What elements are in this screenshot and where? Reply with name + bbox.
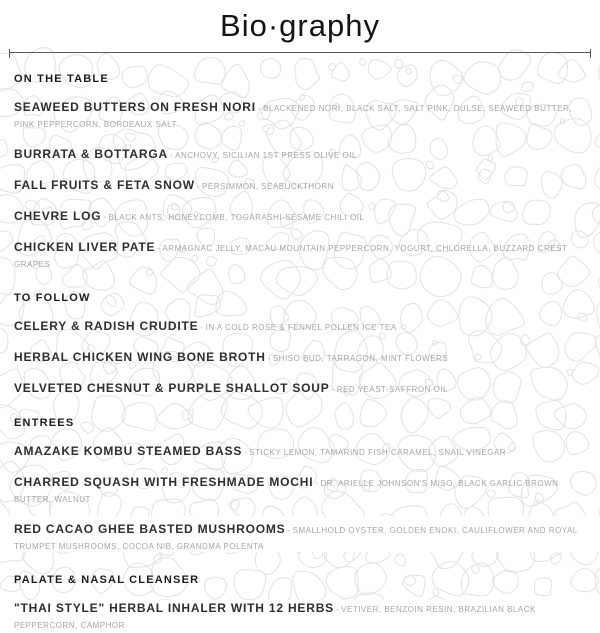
- menu-item-desc: ANCHOVY, SICILIAN 1ST PRESS OLIVE OIL: [175, 151, 357, 160]
- menu-item: [14, 475, 586, 507]
- menu-item-separator: -: [331, 385, 335, 394]
- menu-item-separator: -: [267, 354, 271, 363]
- menu-item-name: SEAWEED BUTTERS ON FRESH NORI: [14, 100, 256, 114]
- menu-item-desc: IN A COLD ROSE & FENNEL POLLEN ICE TEA: [205, 323, 397, 332]
- menu-item: [14, 522, 586, 554]
- menu-item-name: CHARRED SQUASH WITH FRESHMADE MOCHI: [14, 475, 314, 489]
- menu-item-name: BURRATA & BOTTARGA: [14, 147, 168, 161]
- menu-item-desc: DR. ARIELLE JOHNSON'S MISO, BLACK GARLIC BROWN BUTTER, WALNUT: [14, 479, 559, 504]
- menu-item: [14, 209, 586, 225]
- menu-item-desc: ARMAGNAC JELLY, MACAU MOUNTAIN PEPPERCORN, YOGURT, CHLORELLA, BUZZARD CREST GRAPES: [14, 244, 568, 269]
- menu-item-desc: BLACKENED NORI, BLACK SALT, SALT PINK, DULSE, SEAWEED BUTTER, PINK PEPPERCORN, BORDEAUX SALT: [14, 104, 573, 129]
- section-heading: TO FOLLOW: [14, 292, 91, 304]
- menu-item: [14, 381, 586, 397]
- menu-item: [14, 444, 586, 460]
- menu-item-desc: STICKY LEMON, TAMARIND FISH CARAMEL, SNAIL VINEGAR: [249, 448, 507, 457]
- title-divider: [9, 52, 591, 53]
- menu-item-separator: -: [335, 605, 340, 614]
- menu-item-separator: -: [103, 213, 107, 222]
- menu-item-separator: -: [200, 323, 204, 332]
- menu-item-desc: PERSIMMON, SEABUCKTHORN: [202, 182, 334, 191]
- menu-item-name: RED CACAO GHEE BASTED MUSHROOMS: [14, 522, 286, 536]
- menu-item-desc: BLACK ANTS, HONEYCOMB, TOGARASHI-SESAME CHILI OIL: [108, 213, 365, 222]
- menu-section-on-the-table: [14, 73, 586, 272]
- menu-item: [14, 178, 586, 194]
- menu-item-separator: -: [287, 526, 291, 535]
- menu-item-desc: SHISO BUD, TARRAGON, MINT FLOWERS: [272, 354, 449, 363]
- menu-item-name: CELERY & RADISH CRUDITE: [14, 319, 199, 333]
- menu-item-name: VELVETED CHESNUT & PURPLE SHALLOT SOUP: [14, 381, 330, 395]
- menu-item-name: CHEVRE LOG: [14, 209, 102, 223]
- menu-item-name: "THAI STYLE" HERBAL INHALER WITH 12 HERBS: [14, 601, 334, 615]
- menu-item-separator: -: [169, 151, 174, 160]
- menu-section-entrees: [14, 417, 586, 554]
- menu-item-separator: -: [196, 182, 201, 191]
- menu-item-separator: -: [315, 479, 319, 488]
- menu-item-separator: -: [157, 244, 161, 253]
- menu-item-desc: RED YEAST-SAFFRON OIL: [336, 385, 448, 394]
- menu-item-name: AMAZAKE KOMBU STEAMED BASS: [14, 444, 243, 458]
- menu-item-desc: VETIVER, BENZOIN RESIN, BRAZILIAN BLACK PEPPERCORN, CAMPHOR: [14, 605, 536, 630]
- menu-title: Bio·graphy: [220, 8, 380, 43]
- menu-item-name: FALL FRUITS & FETA SNOW: [14, 178, 195, 192]
- menu-content: [0, 53, 600, 633]
- menu-item: [14, 319, 586, 335]
- menu-item: [14, 147, 586, 163]
- section-heading: PALATE & NASAL CLEANSER: [14, 574, 200, 586]
- menu-item-name: CHICKEN LIVER PATE: [14, 240, 156, 254]
- menu-header: [0, 0, 600, 53]
- menu-item: [14, 601, 586, 633]
- section-heading: ON THE TABLE: [14, 73, 109, 85]
- menu-item-desc: SMALLHOLD OYSTER, GOLDEN ENOKI, CAULIFLOWER AND ROYAL TRUMPET MUSHROOMS, COCOA NIB, GRANDMA POLENTA: [14, 526, 578, 551]
- menu-section-palate-cleanser: [14, 574, 586, 633]
- menu-item: [14, 350, 586, 366]
- section-heading: ENTREES: [14, 417, 75, 429]
- menu-item-separator: -: [244, 448, 248, 457]
- menu-item-name: HERBAL CHICKEN WING BONE BROTH: [14, 350, 266, 364]
- menu-section-to-follow: [14, 292, 586, 397]
- menu-item: [14, 100, 586, 132]
- menu-item-separator: -: [257, 104, 262, 113]
- menu-item: [14, 240, 586, 272]
